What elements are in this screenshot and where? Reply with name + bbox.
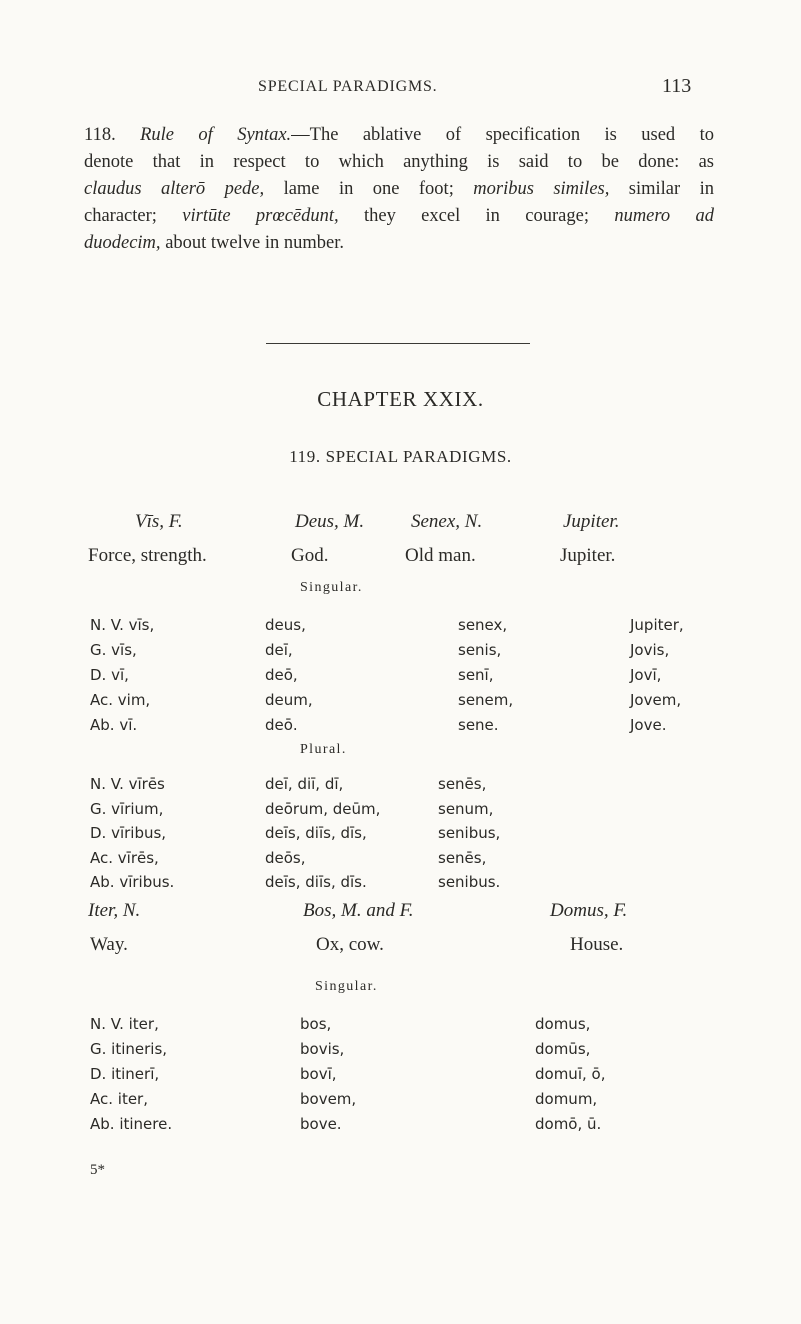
rule-text: character; (84, 206, 183, 226)
table2-meaning-bos: Ox, cow. (316, 934, 384, 955)
table1-meaning-vis: Force, strength. (88, 545, 207, 566)
senex-cell: senēs, (438, 848, 487, 867)
bos-cell: bovis, (300, 1040, 345, 1058)
senex-cell: senum, (438, 799, 494, 818)
vis-cell: D. vī, (90, 666, 129, 684)
domus-cell: domō, ū. (535, 1115, 602, 1133)
rule-text: they excel in courage; (338, 206, 615, 226)
table1-header-deus: Deus, M. (295, 511, 365, 532)
deus-cell: deīs, diīs, dīs. (265, 873, 367, 891)
senex-cell: senem, (458, 691, 514, 709)
table2-header-bos: Bos, M. and F. (303, 900, 414, 921)
rule-line (84, 203, 714, 230)
table1-meaning-senex: Old man. (405, 545, 476, 566)
table2-meaning-iter: Way. (90, 934, 128, 955)
rule-line (84, 149, 714, 176)
rule-line (84, 122, 714, 149)
senex-cell: senēs, (438, 775, 487, 793)
bos-cell: bos, (300, 1015, 332, 1033)
latin-example: Rule of Syntax. (140, 125, 292, 145)
signature-mark: 5* (90, 1162, 105, 1178)
deus-cell: deus, (265, 616, 306, 634)
rule-text: —The ablative of specification is used to (291, 125, 714, 145)
vis-cell: G. vīs, (90, 641, 137, 659)
iter-cell: D. itinerī, (90, 1065, 160, 1083)
senex-cell: senibus. (438, 873, 501, 891)
vis-cell: D. vīribus, (90, 824, 167, 842)
table1-plural-label: Plural. (300, 742, 347, 757)
table1-header-jupiter: Jupiter. (563, 511, 620, 532)
latin-example: numero ad (614, 206, 714, 226)
bos-cell: bovī, (300, 1065, 337, 1083)
table2-header-iter: Iter, N. (88, 900, 141, 921)
vis-cell: G. vīrium, (90, 799, 164, 818)
latin-example: moribus similes, (473, 179, 610, 199)
deus-cell: deī, diī, dī, (265, 775, 344, 793)
vis-cell: N. V. vīrēs (90, 775, 165, 793)
latin-example: duodecim, (84, 233, 161, 253)
jupiter-cell: Jove. (630, 716, 667, 734)
rule-text: denote that in respect to which anything is said to be done: as (84, 152, 714, 172)
bos-cell: bove. (300, 1115, 342, 1133)
table1-singular-label: Singular. (300, 580, 363, 595)
chapter-title: CHAPTER XXIX. (317, 387, 484, 411)
deus-cell: deīs, diīs, dīs, (265, 824, 367, 842)
vis-cell: Ab. vīribus. (90, 873, 175, 891)
vis-cell: Ac. vim, (90, 691, 151, 709)
rule-text: 118. (84, 125, 141, 145)
senex-cell: sene. (458, 716, 499, 734)
latin-example: claudus alterō pede, (84, 179, 265, 199)
rule-paragraph (84, 122, 714, 257)
jupiter-cell: Jovī, (630, 666, 662, 684)
rule-text: lame in one foot; (264, 179, 474, 199)
table2-header-domus: Domus, F. (550, 900, 628, 921)
senex-cell: senex, (458, 616, 508, 634)
iter-cell: Ab. itinere. (90, 1115, 173, 1133)
jupiter-cell: Jupiter, (630, 616, 684, 634)
senex-cell: senibus, (438, 824, 501, 842)
rule-line (84, 230, 714, 257)
domus-cell: domuī, ō, (535, 1065, 606, 1083)
table1-header-senex: Senex, N. (411, 511, 483, 532)
bos-cell: bovem, (300, 1090, 357, 1108)
table1-meaning-jupiter: Jupiter. (560, 545, 616, 566)
iter-cell: G. itineris, (90, 1040, 168, 1058)
iter-cell: N. V. iter, (90, 1015, 159, 1033)
divider-rule (266, 343, 530, 344)
section-title: 119. SPECIAL PARADIGMS. (289, 447, 512, 466)
jupiter-cell: Jovis, (630, 641, 670, 659)
deus-cell: deōs, (265, 848, 306, 867)
table1-header-vis: Vīs, F. (135, 511, 183, 532)
table2-singular-label: Singular. (315, 979, 378, 994)
deus-cell: deī, (265, 641, 293, 659)
domus-cell: domum, (535, 1090, 598, 1108)
senex-cell: senis, (458, 641, 502, 659)
vis-cell: Ac. vīrēs, (90, 848, 159, 867)
domus-cell: domūs, (535, 1040, 591, 1058)
rule-line (84, 176, 714, 203)
rule-text: about twelve in number. (160, 233, 344, 253)
vis-cell: N. V. vīs, (90, 616, 155, 634)
deus-cell: deō, (265, 666, 298, 684)
jupiter-cell: Jovem, (630, 691, 682, 709)
senex-cell: senī, (458, 666, 494, 684)
table1-meaning-deus: God. (291, 545, 329, 566)
deus-cell: deum, (265, 691, 313, 709)
page-number: 113 (662, 75, 692, 97)
rule-text: similar in (609, 179, 714, 199)
table2-meaning-domus: House. (570, 934, 624, 955)
latin-example: virtūte prœcēdunt, (182, 206, 339, 226)
deus-cell: deō. (265, 716, 298, 734)
vis-cell: Ab. vī. (90, 716, 138, 734)
domus-cell: domus, (535, 1015, 591, 1033)
running-title: SPECIAL PARADIGMS. (258, 78, 438, 95)
iter-cell: Ac. iter, (90, 1090, 148, 1108)
deus-cell: deōrum, deūm, (265, 799, 381, 818)
